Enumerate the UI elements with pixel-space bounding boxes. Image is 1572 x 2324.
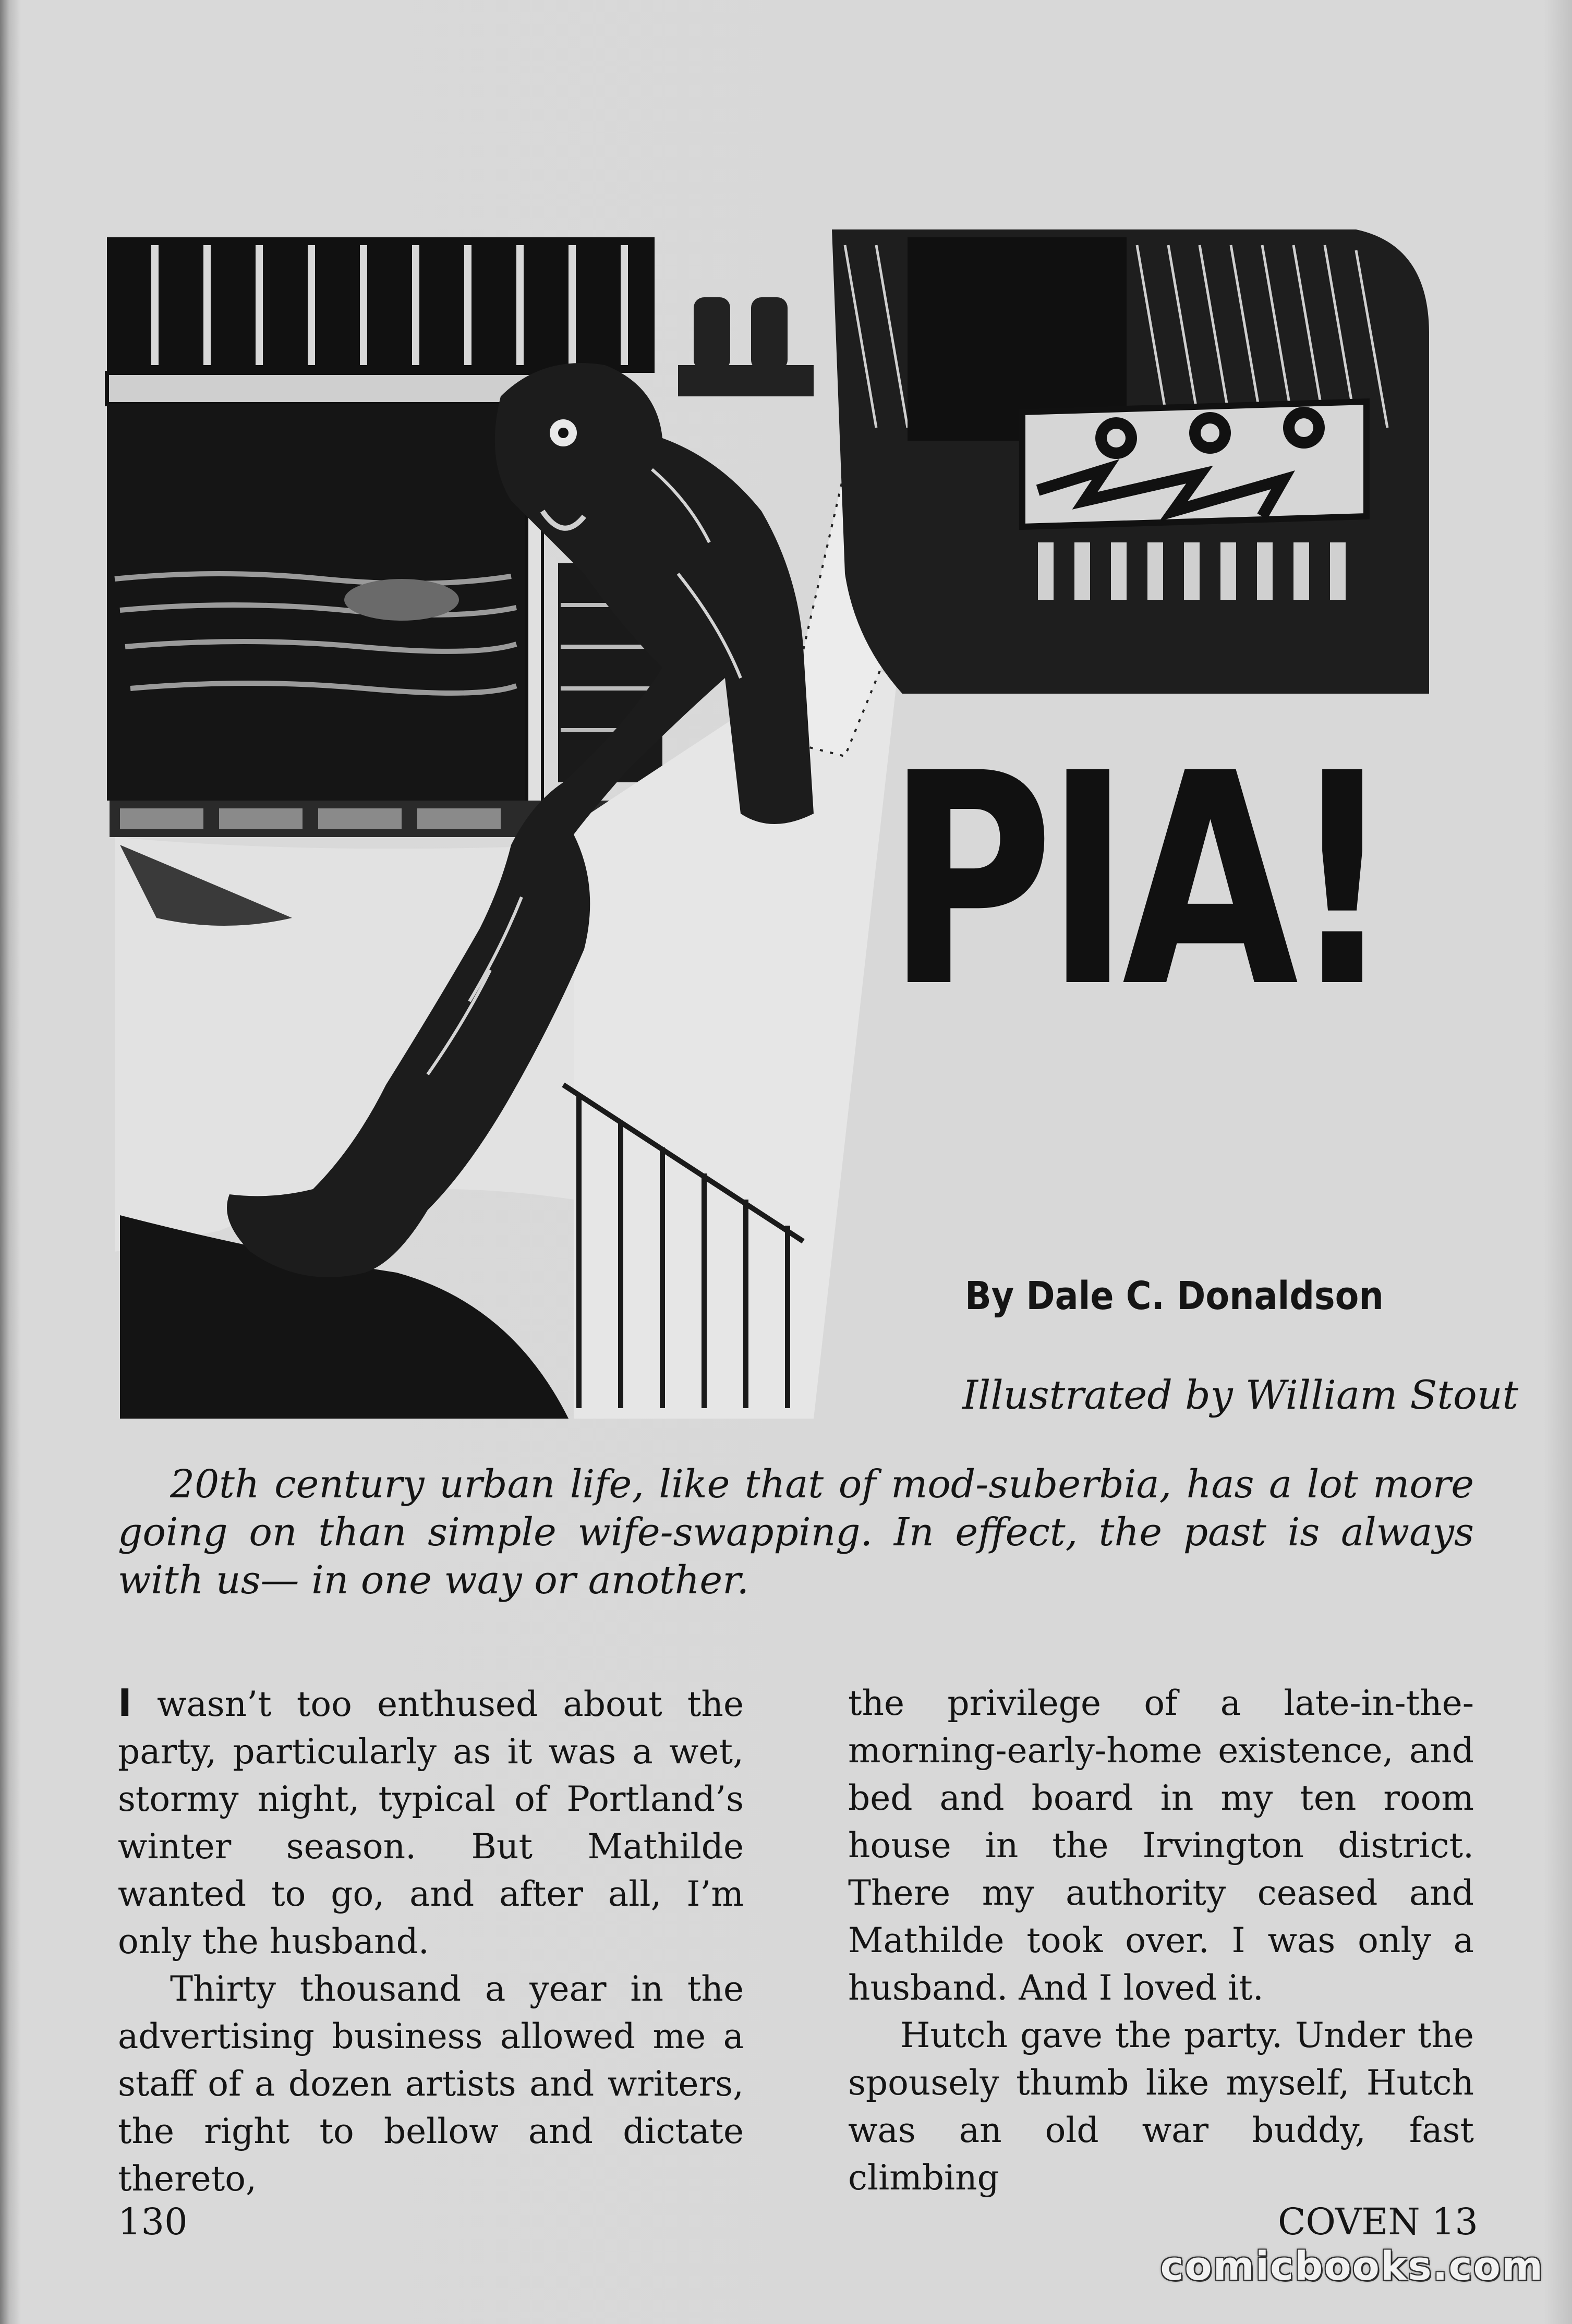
watermark: comicbooks.com [1160, 2243, 1544, 2289]
story-lead: 20th century urban life, like that of mod-suberbia, has a lot more going on than simple wife-swapping. In effect, the past is always with us— in one way or another. [118, 1462, 1474, 1603]
page-number: 130 [118, 2200, 188, 2243]
body-column-left [118, 1679, 744, 2202]
drop-letter: I [118, 1681, 132, 1725]
paragraph: Hutch gave the party. Under the spousely thumb like myself, Hutch was an old war buddy, fast climbing [848, 2015, 1474, 2198]
author-byline: By Dale C. Donaldson [965, 1274, 1384, 1318]
paragraph: the privilege of a late-in-the-morning-early-home existence, and bed and board in my ten room house in the Irvington district. There my authority ceased and Mathilde took over. I was only a husband. And I loved it. [848, 1683, 1474, 2008]
magazine-name: COVEN 13 [1278, 2200, 1478, 2243]
body-column-right [848, 1679, 1474, 2201]
paragraph [118, 1679, 744, 1965]
story-title: PIA! [887, 711, 1386, 1051]
paragraph: Thirty thousand a year in the advertising business allowed me a staff of a dozen artists and writers, the right to bellow and dictate thereto, [118, 1969, 744, 2199]
paragraph-text: wasn’t too enthused about the party, particularly as it was a wet, stormy night, typical of Portland’s winter season. But Mathilde wanted to go, and after all, I’m only the husband. [118, 1684, 744, 1962]
illustrator-credit: Illustrated by William Stout [962, 1372, 1519, 1418]
